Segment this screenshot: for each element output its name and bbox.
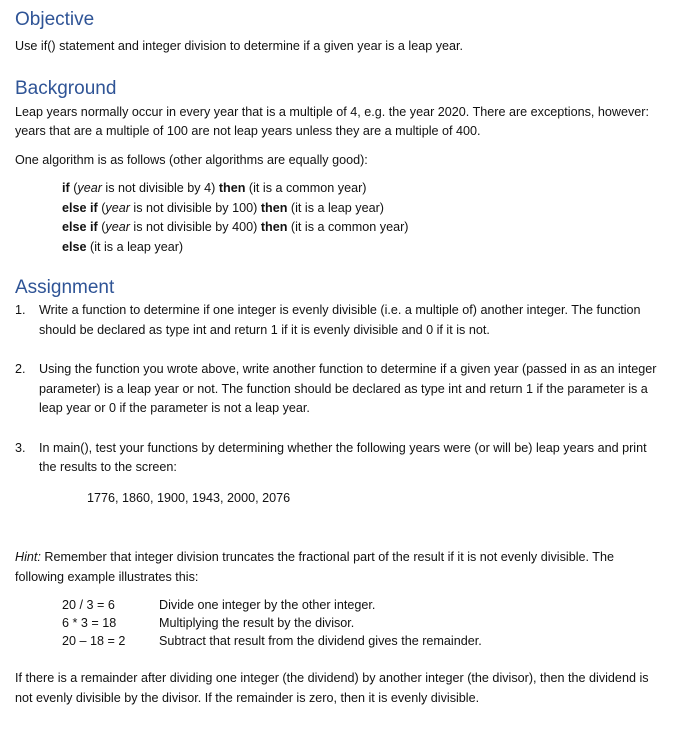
example-row <box>62 596 665 614</box>
list-text: In main(), test your functions by determining whether the following years were (or will be) leap years and print the results to the screen: <box>39 440 647 474</box>
example-description: Subtract that result from the dividend gives the remainder. <box>159 634 482 648</box>
list-text: Using the function you wrote above, write another function to determine if a given year (passed in as an integer parameter) is a leap year or not. The function should be declared as type int and return 1 if the parameter is a leap year or 0 if the parameter is not a leap year. <box>39 362 657 415</box>
list-item <box>15 360 665 419</box>
example-row <box>62 632 665 650</box>
example-equation: 20 / 3 = 6 <box>62 598 115 612</box>
objective-text: Use if() statement and integer division to determine if a given year is a leap year. <box>15 39 464 53</box>
list-item <box>15 439 665 478</box>
list-number: 3. <box>15 440 26 455</box>
hint-text: Remember that integer division truncates the fractional part of the result if it is not evenly divisible. The following example illustrates this: <box>15 550 614 584</box>
hint-label: Hint: <box>15 550 41 564</box>
objective-heading: Objective <box>15 9 95 30</box>
example-equation: 20 – 18 = 2 <box>62 634 126 648</box>
assignment-list <box>15 301 665 478</box>
division-example <box>62 596 665 650</box>
years-list: 1776, 1860, 1900, 1943, 2000, 2076 <box>87 490 291 505</box>
list-number: 2. <box>15 362 26 376</box>
algorithm-block <box>62 179 665 257</box>
algorithm-line: else if (year is not divisible by 400) then (it is a common year) <box>62 220 409 234</box>
algorithm-line: if (year is not divisible by 4) then (it is a common year) <box>62 181 367 195</box>
background-heading: Background <box>15 77 117 99</box>
hint-paragraph <box>15 548 665 587</box>
example-description: Divide one integer by the other integer. <box>159 598 376 612</box>
example-equation: 6 * 3 = 18 <box>62 616 117 630</box>
assignment-heading: Assignment <box>15 277 115 298</box>
example-row <box>62 614 665 632</box>
list-text: Write a function to determine if one integer is evenly divisible (i.e. a multiple of) another integer. The function should be declared as type int and return 1 if it is evenly divisible and 0 if it is not. <box>39 303 641 337</box>
list-number: 1. <box>15 303 26 317</box>
example-description: Multiplying the result by the divisor. <box>159 616 355 630</box>
background-para-2: One algorithm is as follows (other algorithms are equally good): <box>15 152 368 167</box>
list-item <box>15 301 665 340</box>
algorithm-line: else if (year is not divisible by 100) then (it is a leap year) <box>62 200 384 215</box>
background-para-1: Leap years normally occur in every year that is a multiple of 4, e.g. the year 2020. There are exceptions, however: years that are a multiple of 100 are not leap years unless they are a multiple of 400. <box>15 104 649 138</box>
closing-paragraph: If there is a remainder after dividing one integer (the dividend) by another integer (the divisor), then the dividend is not evenly divisible by the divisor. If the remainder is zero, then it is evenly divisible. <box>15 671 649 705</box>
document-page <box>15 8 665 708</box>
algorithm-line: else (it is a leap year) <box>62 239 184 254</box>
